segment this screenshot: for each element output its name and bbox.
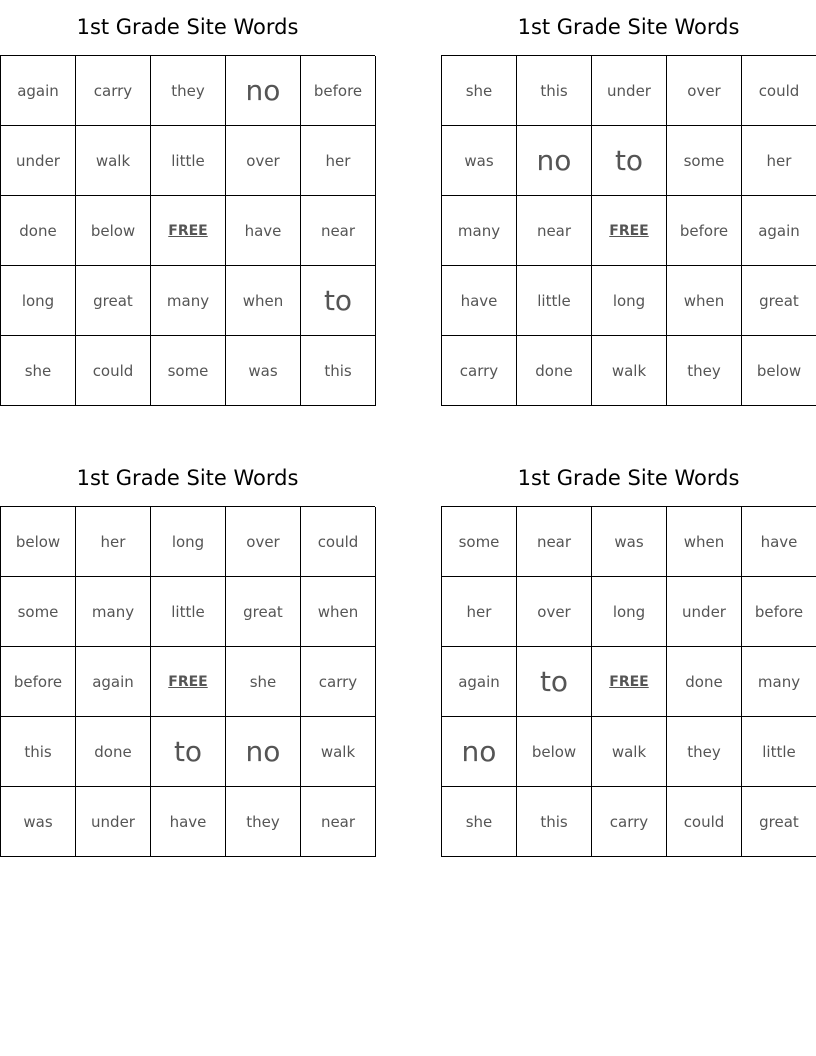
word-cell: many xyxy=(76,577,151,647)
word-cell: walk xyxy=(592,336,667,406)
word-cell: could xyxy=(76,336,151,406)
word-cell: little xyxy=(151,577,226,647)
word-cell: to xyxy=(517,647,592,717)
word-cell: below xyxy=(517,717,592,787)
bingo-card-3 xyxy=(0,451,375,857)
word-cell: great xyxy=(76,266,151,336)
word-cell: when xyxy=(301,577,376,647)
word-cell: some xyxy=(1,577,76,647)
word-cell: could xyxy=(742,56,816,126)
word-cell: long xyxy=(151,507,226,577)
word-cell: near xyxy=(517,196,592,266)
word-cell: some xyxy=(442,507,517,577)
word-cell: long xyxy=(592,577,667,647)
word-cell: under xyxy=(76,787,151,857)
word-grid xyxy=(441,55,816,406)
word-cell: carry xyxy=(592,787,667,857)
word-cell: her xyxy=(301,126,376,196)
word-cell: done xyxy=(517,336,592,406)
word-cell: great xyxy=(226,577,301,647)
word-cell: could xyxy=(301,507,376,577)
card-title: 1st Grade Site Words xyxy=(76,466,299,490)
word-cell: no xyxy=(442,717,517,787)
word-cell: to xyxy=(301,266,376,336)
word-cell: they xyxy=(151,56,226,126)
word-cell: some xyxy=(667,126,742,196)
word-cell: they xyxy=(667,336,742,406)
word-cell: was xyxy=(592,507,667,577)
word-cell: over xyxy=(226,126,301,196)
word-cell: again xyxy=(1,56,76,126)
bingo-card-4 xyxy=(441,451,816,857)
word-cell: great xyxy=(742,787,816,857)
free-space-cell: FREE xyxy=(592,196,667,266)
word-cell: this xyxy=(301,336,376,406)
word-cell: carry xyxy=(76,56,151,126)
word-cell: walk xyxy=(76,126,151,196)
free-space-cell: FREE xyxy=(151,647,226,717)
word-cell: they xyxy=(226,787,301,857)
word-cell: many xyxy=(442,196,517,266)
word-cell: when xyxy=(226,266,301,336)
word-cell: done xyxy=(76,717,151,787)
word-cell: near xyxy=(517,507,592,577)
word-cell: near xyxy=(301,787,376,857)
word-cell: they xyxy=(667,717,742,787)
word-cell: no xyxy=(226,56,301,126)
word-grid xyxy=(0,55,375,406)
word-cell: this xyxy=(517,787,592,857)
word-cell: was xyxy=(226,336,301,406)
card-title: 1st Grade Site Words xyxy=(76,15,299,39)
word-cell: walk xyxy=(592,717,667,787)
word-cell: below xyxy=(76,196,151,266)
word-cell: great xyxy=(742,266,816,336)
word-cell: over xyxy=(667,56,742,126)
word-cell: no xyxy=(226,717,301,787)
word-cell: before xyxy=(1,647,76,717)
word-grid xyxy=(441,506,816,857)
word-cell: she xyxy=(442,787,517,857)
word-cell: when xyxy=(667,507,742,577)
word-cell: could xyxy=(667,787,742,857)
word-cell: no xyxy=(517,126,592,196)
word-cell: have xyxy=(442,266,517,336)
word-cell: over xyxy=(226,507,301,577)
word-cell: done xyxy=(1,196,76,266)
word-cell: some xyxy=(151,336,226,406)
word-cell: near xyxy=(301,196,376,266)
bingo-card-1 xyxy=(0,0,375,406)
word-cell: little xyxy=(151,126,226,196)
word-cell: under xyxy=(667,577,742,647)
word-cell: long xyxy=(592,266,667,336)
word-grid xyxy=(0,506,375,857)
word-cell: below xyxy=(742,336,816,406)
card-title: 1st Grade Site Words xyxy=(517,15,740,39)
word-cell: many xyxy=(742,647,816,717)
word-cell: have xyxy=(742,507,816,577)
word-cell: when xyxy=(667,266,742,336)
word-cell: below xyxy=(1,507,76,577)
word-cell: long xyxy=(1,266,76,336)
word-cell: under xyxy=(592,56,667,126)
word-cell: walk xyxy=(301,717,376,787)
word-cell: done xyxy=(667,647,742,717)
word-cell: have xyxy=(151,787,226,857)
word-cell: to xyxy=(151,717,226,787)
word-cell: her xyxy=(742,126,816,196)
word-cell: little xyxy=(517,266,592,336)
word-cell: she xyxy=(442,56,517,126)
word-cell: under xyxy=(1,126,76,196)
word-cell: carry xyxy=(301,647,376,717)
bingo-card-2 xyxy=(441,0,816,406)
word-cell: before xyxy=(301,56,376,126)
word-cell: many xyxy=(151,266,226,336)
word-cell: this xyxy=(1,717,76,787)
word-cell: carry xyxy=(442,336,517,406)
free-space-cell: FREE xyxy=(592,647,667,717)
card-title: 1st Grade Site Words xyxy=(517,466,740,490)
word-cell: was xyxy=(442,126,517,196)
word-cell: this xyxy=(517,56,592,126)
word-cell: over xyxy=(517,577,592,647)
free-space-cell: FREE xyxy=(151,196,226,266)
word-cell: before xyxy=(667,196,742,266)
word-cell: she xyxy=(226,647,301,717)
word-cell: her xyxy=(442,577,517,647)
word-cell: have xyxy=(226,196,301,266)
word-cell: before xyxy=(742,577,816,647)
word-cell: was xyxy=(1,787,76,857)
word-cell: to xyxy=(592,126,667,196)
word-cell: again xyxy=(442,647,517,717)
word-cell: her xyxy=(76,507,151,577)
word-cell: she xyxy=(1,336,76,406)
word-cell: again xyxy=(76,647,151,717)
word-cell: again xyxy=(742,196,816,266)
word-cell: little xyxy=(742,717,816,787)
